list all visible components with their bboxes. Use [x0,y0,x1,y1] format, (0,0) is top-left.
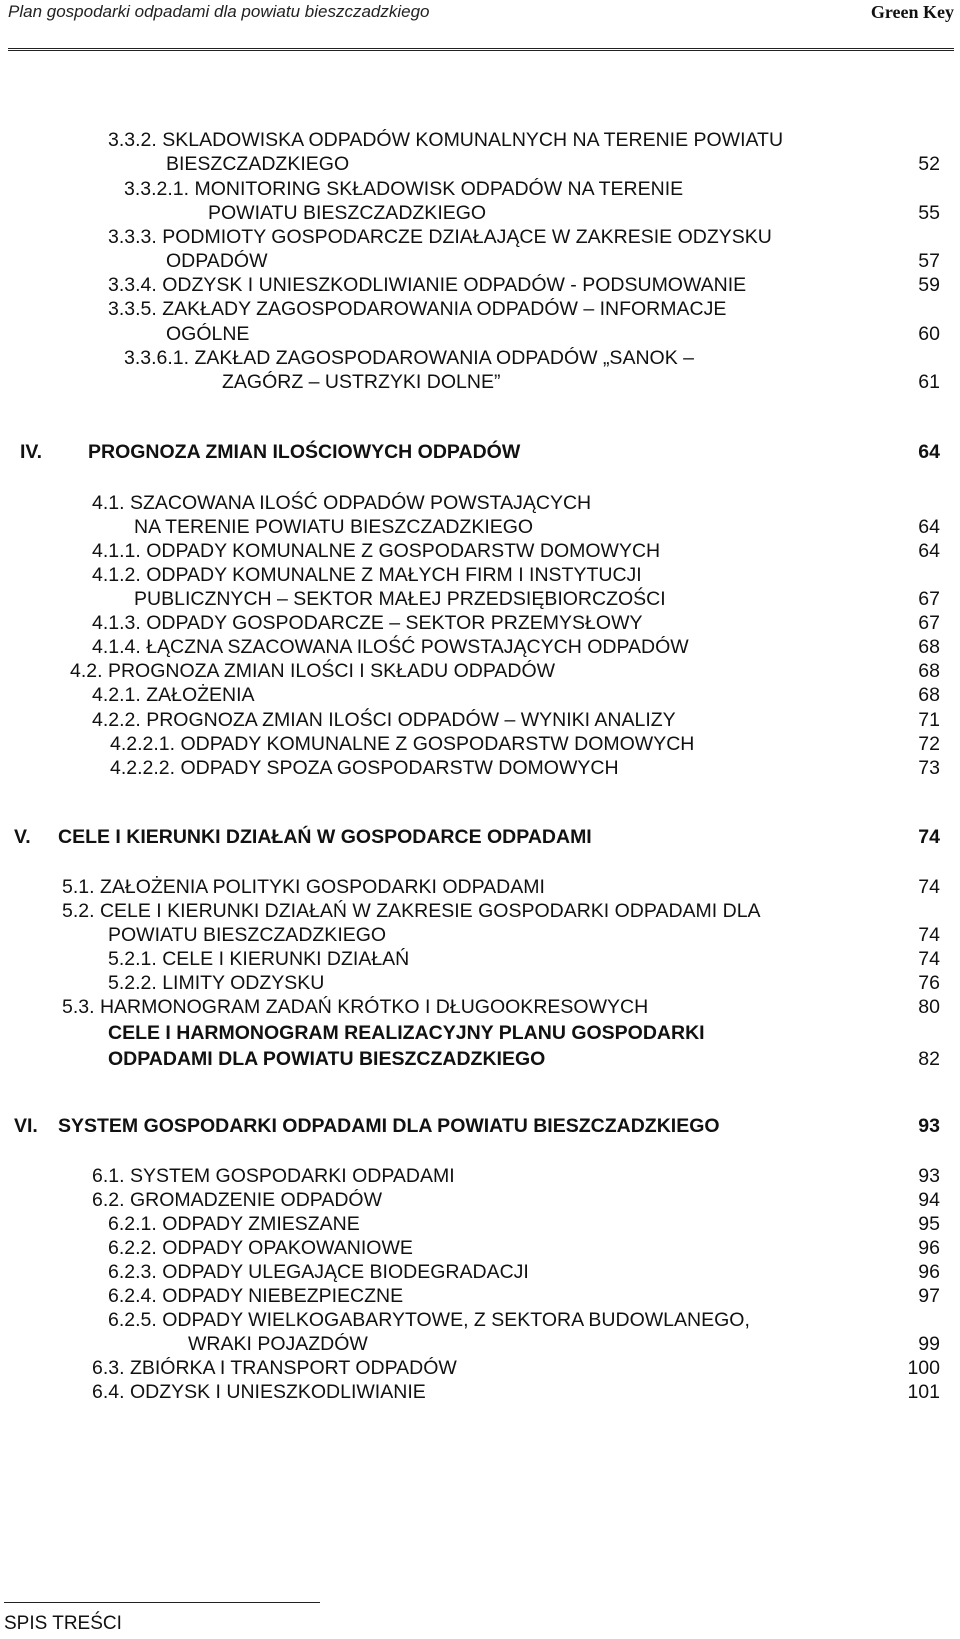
toc-entry-text: CELE I HARMONOGRAM REALIZACYJNY PLANU GOSPODARKI [108,1022,705,1044]
toc-entry-page: 94 [918,1189,940,1211]
toc-entry-page: 100 [907,1357,940,1379]
toc-entry-page: 96 [918,1261,940,1283]
toc-entry-page: 64 [918,540,940,562]
toc-entry-text: 4.2.2.2. ODPADY SPOZA GOSPODARSTW DOMOWYCH [110,757,619,779]
toc-entry-page: 74 [918,924,940,946]
toc-entry-text: OGÓLNE [166,323,250,345]
toc-entry-page: 97 [918,1285,940,1307]
toc-entry-page: 60 [918,323,940,345]
toc-entry-text: 4.2.1. ZAŁOŻENIA [92,684,255,706]
toc-entry-text: 3.3.3. PODMIOTY GOSPODARCZE DZIAŁAJĄCE W ZAKRESIE ODZYSKU [108,226,772,248]
toc-entry-text: 5.3. HARMONOGRAM ZADAŃ KRÓTKO I DŁUGOOKRESOWYCH [62,996,649,1018]
toc-entry-text: 6.1. SYSTEM GOSPODARKI ODPADAMI [92,1165,455,1187]
toc-entry-page: 93 [918,1165,940,1187]
toc-entry-page: 61 [918,371,940,393]
toc-entry-text: 4.1.2. ODPADY KOMUNALNE Z MAŁYCH FIRM I INSTYTUCJI [92,564,642,586]
toc-entry-text: ODPADAMI DLA POWIATU BIESZCZADZKIEGO [108,1048,546,1070]
toc-entry-text: 6.2. GROMADZENIE ODPADÓW [92,1189,383,1211]
toc-entry-text: POWIATU BIESZCZADZKIEGO [108,924,387,946]
chapter-numeral: V. [14,826,31,848]
toc-entry-text: 3.3.5. ZAKŁADY ZAGOSPODAROWANIA ODPADÓW – INFORMACJE [108,298,727,320]
toc-entry-page: 57 [918,250,940,272]
document-title: Plan gospodarki odpadami dla powiatu bieszczadzkiego [8,2,430,21]
toc-entry-text: 6.2.1. ODPADY ZMIESZANE [108,1213,360,1235]
toc-entry-page: 95 [918,1213,940,1235]
toc-entry-text: 6.2.5. ODPADY WIELKOGABARYTOWE, Z SEKTORA BUDOWLANEGO, [108,1309,750,1331]
toc-entry-page: 72 [918,733,940,755]
toc-entry-text: 6.3. ZBIÓRKA I TRANSPORT ODPADÓW [92,1357,457,1379]
chapter-title: SYSTEM GOSPODARKI ODPADAMI DLA POWIATU BIESZCZADZKIEGO [58,1115,720,1137]
toc-entry-page: 68 [918,636,940,658]
toc-entry-text: 6.4. ODZYSK I UNIESZKODLIWIANIE [92,1381,426,1403]
brand-name: Green Key [870,2,954,22]
toc-entry-page: 73 [918,757,940,779]
toc-entry-text: 5.2.2. LIMITY ODZYSKU [108,972,325,994]
toc-entry-page: 101 [907,1381,940,1403]
chapter-title: CELE I KIERUNKI DZIAŁAŃ W GOSPODARCE ODPADAMI [58,826,592,848]
toc-entry-page: 80 [918,996,940,1018]
toc-entry-text: 5.2.1. CELE I KIERUNKI DZIAŁAŃ [108,948,410,970]
toc-entry-text: 4.1.4. ŁĄCZNA SZACOWANA ILOŚĆ POWSTAJĄCYCH ODPADÓW [92,636,689,658]
chapter-numeral: VI. [14,1115,38,1137]
toc-entry-page: 64 [918,441,940,463]
footer-divider [4,1602,320,1603]
toc-entry-text: BIESZCZADZKIEGO [166,153,350,175]
toc-entry-text: 5.1. ZAŁOŻENIA POLITYKI GOSPODARKI ODPADAMI [62,876,545,898]
toc-entry-page: 55 [918,202,940,224]
toc-entry-page: 93 [918,1115,940,1137]
toc-entry-page: 96 [918,1237,940,1259]
toc-entry-text: 4.2.2.1. ODPADY KOMUNALNE Z GOSPODARSTW DOMOWYCH [110,733,695,755]
toc-entry-text: 3.3.6.1. ZAKŁAD ZAGOSPODAROWANIA ODPADÓW „SANOK – [124,347,694,369]
toc-entry-text: 4.2.2. PROGNOZA ZMIAN ILOŚCI ODPADÓW – WYNIKI ANALIZY [92,709,676,731]
toc-entry-text: POWIATU BIESZCZADZKIEGO [208,202,487,224]
toc-entry-page: 68 [918,660,940,682]
toc-entry-text: 5.2. CELE I KIERUNKI DZIAŁAŃ W ZAKRESIE GOSPODARKI ODPADAMI DLA [62,900,761,922]
toc-entry-text: 4.2. PROGNOZA ZMIAN ILOŚCI I SKŁADU ODPADÓW [70,660,556,682]
toc-entry-text: 6.2.2. ODPADY OPAKOWANIOWE [108,1237,413,1259]
toc-entry-text: NA TERENIE POWIATU BIESZCZADZKIEGO [134,516,534,538]
toc-entry-text: 3.3.2.1. MONITORING SKŁADOWISK ODPADÓW NA TERENIE [124,178,684,200]
toc-entry-text: 4.1.3. ODPADY GOSPODARCZE – SEKTOR PRZEMYSŁOWY [92,612,643,634]
toc-entry-text: 6.2.4. ODPADY NIEBEZPIECZNE [108,1285,404,1307]
toc-entry-page: 99 [918,1333,940,1355]
toc-entry-page: 52 [918,153,940,175]
toc-entry-page: 67 [918,588,940,610]
chapter-title: PROGNOZA ZMIAN ILOŚCIOWYCH ODPADÓW [88,441,521,463]
toc-entry-page: 71 [918,709,940,731]
chapter-numeral: IV. [20,441,43,463]
toc-entry-page: 74 [918,826,940,848]
toc-entry-text: 4.1.1. ODPADY KOMUNALNE Z GOSPODARSTW DOMOWYCH [92,540,661,562]
toc-entry-text: 4.1. SZACOWANA ILOŚĆ ODPADÓW POWSTAJĄCYCH [92,492,592,514]
toc-entry-text: 3.3.2. SKLADOWISKA ODPADÓW KOMUNALNYCH NA TERENIE POWIATU [108,129,784,151]
toc-entry-page: 68 [918,684,940,706]
toc-entry-page: 59 [918,274,940,296]
toc-entry-text: ODPADÓW [166,250,268,272]
toc-entry-page: 64 [918,516,940,538]
toc-entry-page: 67 [918,612,940,634]
toc-entry-text: 6.2.3. ODPADY ULEGAJĄCE BIODEGRADACJI [108,1261,529,1283]
toc-entry-text: PUBLICZNYCH – SEKTOR MAŁEJ PRZEDSIĘBIORCZOŚCI [134,588,666,610]
toc-entry-page: 82 [918,1048,940,1070]
toc-entry-page: 74 [918,876,940,898]
footer-label: SPIS TREŚCI [4,1613,122,1634]
toc-entry-text: 3.3.4. ODZYSK I UNIESZKODLIWIANIE ODPADÓW - PODSUMOWANIE [108,274,747,296]
toc-entry-page: 76 [918,972,940,994]
toc-entry-text: ZAGÓRZ – USTRZYKI DOLNE” [222,371,501,393]
toc-entry-text: WRAKI POJAZDÓW [188,1333,368,1355]
toc-entry-page: 74 [918,948,940,970]
